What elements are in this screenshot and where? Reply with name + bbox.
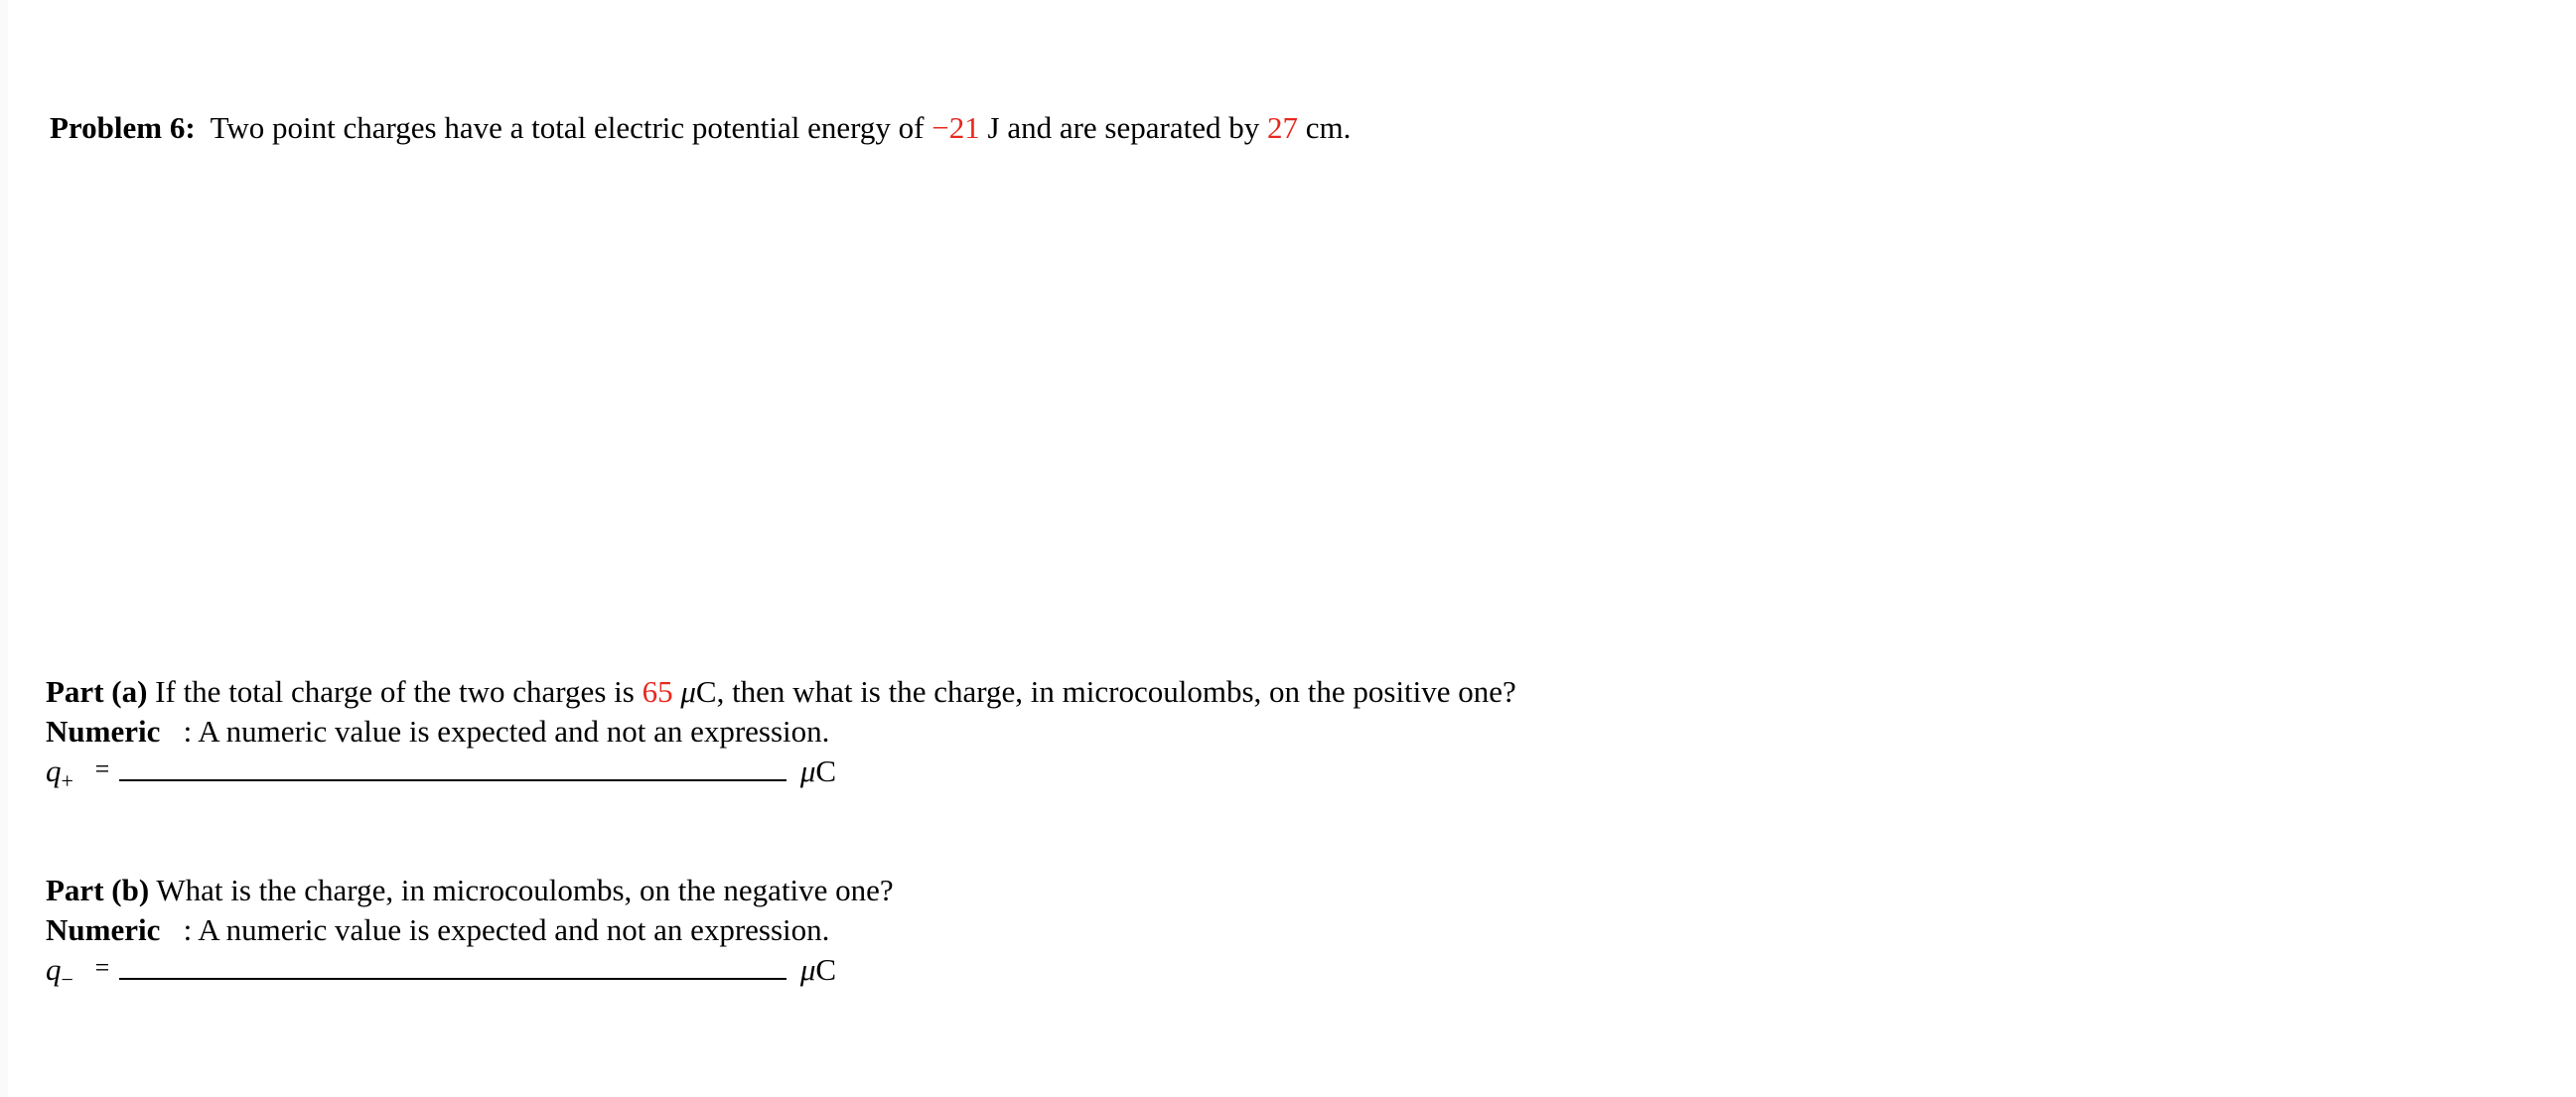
problem-page (8, 0, 2576, 1097)
part-b-numeric-text: : A numeric value is expected and not an expression. (183, 912, 830, 947)
problem-statement (50, 108, 1351, 148)
part-a-text-1: If the total charge of the two charges is (155, 674, 635, 709)
part-b-equals: = (94, 953, 110, 982)
part-b-variable (46, 952, 73, 992)
part-b-var-sub: − (61, 967, 73, 992)
part-a-charge-unit-mu: μ (680, 674, 696, 709)
problem-label: Problem 6: (50, 110, 196, 145)
part-a-numeric-text: : A numeric value is expected and not an expression. (183, 714, 830, 749)
part-a-label: Part (a) (46, 674, 148, 709)
problem-text-1: Two point charges have a total electric potential energy of (210, 110, 925, 145)
part-a-unit-mu: μ (799, 754, 816, 788)
part-a-answer-field[interactable] (119, 755, 787, 781)
part-a-charge-value: 65 (642, 674, 673, 709)
part-b-label: Part (b) (46, 873, 150, 907)
part-a-numeric-label: Numeric (46, 714, 161, 749)
part-a-variable (46, 754, 73, 793)
part-a-unit (800, 754, 836, 788)
problem-end: . (1343, 110, 1352, 145)
part-b-numeric-label: Numeric (46, 912, 161, 947)
part-a-answer-row (46, 752, 836, 794)
part-a-numeric-note (46, 712, 829, 752)
part-b-answer-row (46, 950, 836, 993)
part-a-text-2: , then what is the charge, in microcoulombs, on the positive one? (716, 674, 1516, 709)
part-b-question (46, 871, 894, 910)
distance-value: 27 (1266, 110, 1298, 145)
part-a-unit-c: C (815, 754, 837, 788)
problem-text-2: and are separated by (1007, 110, 1260, 145)
part-b-var-base: q (46, 952, 62, 987)
distance-unit: cm (1305, 110, 1344, 145)
energy-value: −21 (931, 110, 980, 145)
part-b-unit (800, 952, 836, 987)
part-b-unit-c: C (815, 952, 837, 987)
part-b-unit-mu: μ (799, 952, 816, 987)
part-a-equals: = (94, 754, 110, 783)
part-a-charge-unit-c: C (695, 674, 717, 709)
part-a-question (46, 672, 1516, 712)
part-b-answer-field[interactable] (119, 954, 787, 980)
part-a-var-base: q (46, 754, 62, 788)
part-b-numeric-note (46, 910, 829, 950)
part-b-text-1: What is the charge, in microcoulombs, on the negative one? (156, 873, 894, 907)
energy-unit: J (987, 110, 1000, 145)
part-a-var-sub: + (61, 768, 73, 793)
